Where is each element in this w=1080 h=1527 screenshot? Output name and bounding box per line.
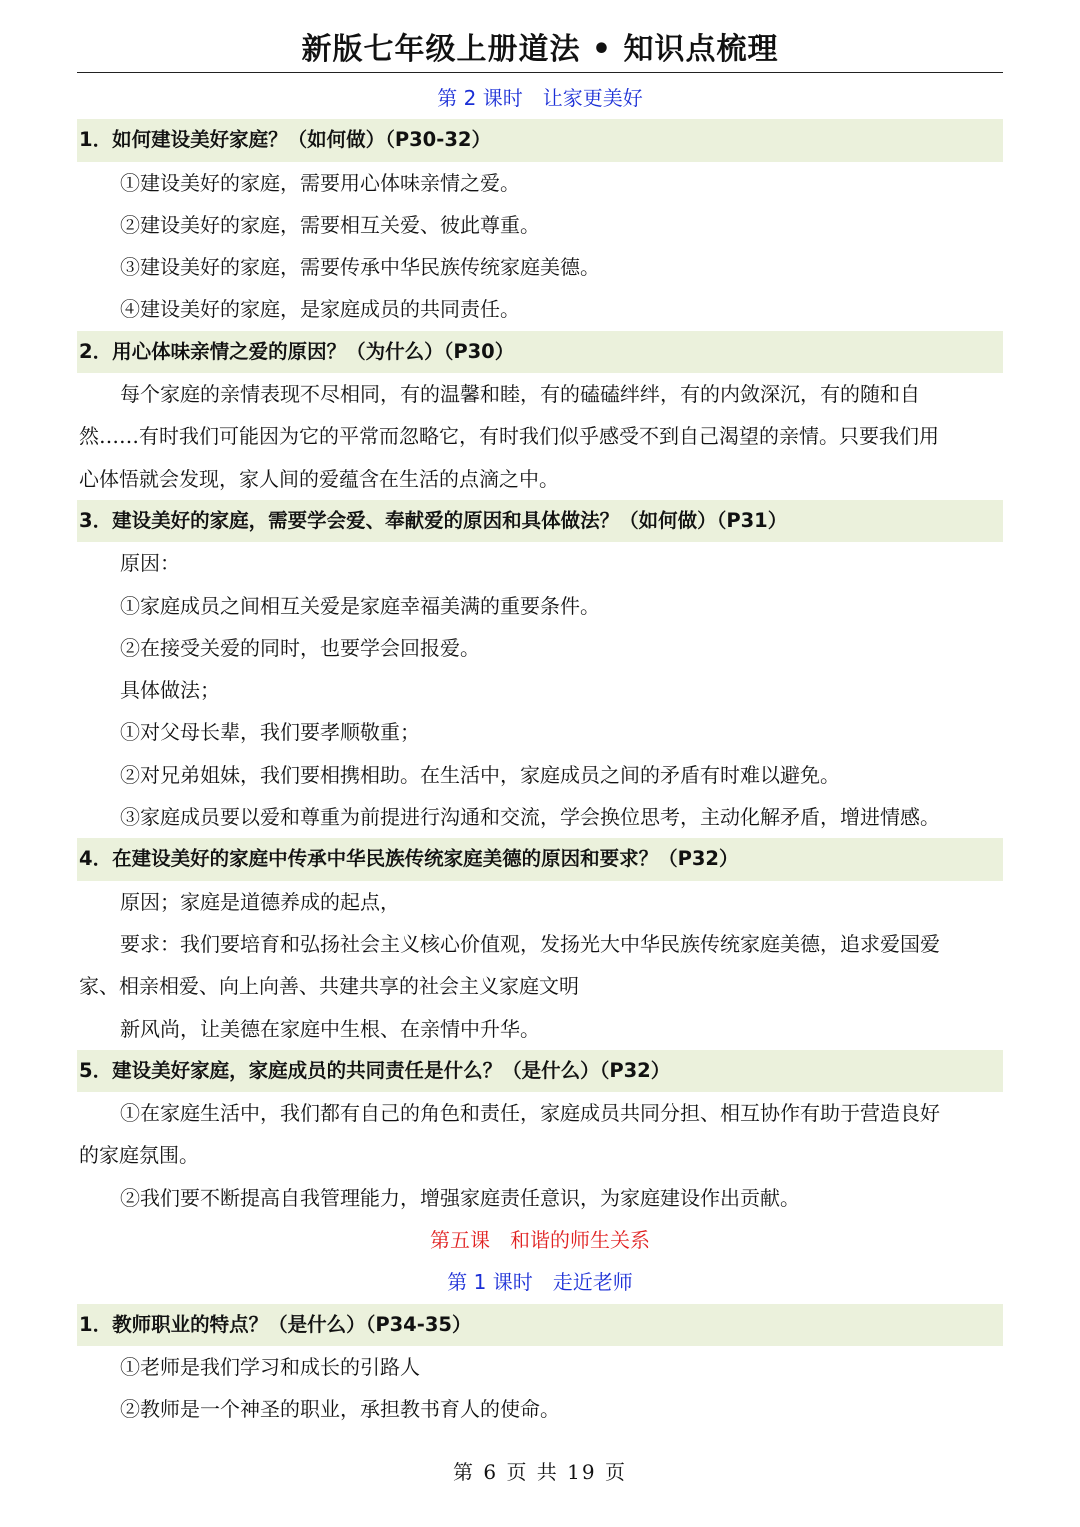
lesson-title: 第五课 和谐的师生关系 xyxy=(430,1228,650,1253)
paragraph-line: 原因；家庭是道德养成的起点， xyxy=(120,889,400,914)
question-heading: 2．用心体味亲情之爱的原因？（为什么）（P30） xyxy=(77,331,1003,373)
paragraph-line: ④建设美好的家庭，是家庭成员的共同责任。 xyxy=(120,297,520,322)
lesson-subtitle: 第 1 课时 走近老师 xyxy=(447,1270,633,1295)
question-heading: 3．建设美好的家庭，需要学会爱、奉献爱的原因和具体做法？（如何做）（P31） xyxy=(77,500,1003,542)
paragraph-line: ①家庭成员之间相互关爱是家庭幸福美满的重要条件。 xyxy=(120,593,600,618)
paragraph-continuation: 家、相亲相爱、向上向善、共建共享的社会主义家庭文明 xyxy=(79,974,579,999)
page-title: 新版七年级上册道法 • 知识点梳理 xyxy=(301,32,779,67)
page-footer: 第 6 页 共 19 页 xyxy=(453,1460,627,1484)
question-heading: 1．教师职业的特点？（是什么）（P34-35） xyxy=(77,1304,1003,1346)
paragraph-line: 新风尚，让美德在家庭中生根、在亲情中升华。 xyxy=(120,1016,540,1041)
title-divider xyxy=(77,72,1003,73)
paragraph-line: ①建设美好的家庭，需要用心体味亲情之爱。 xyxy=(120,170,520,195)
question-heading: 4．在建设美好的家庭中传承中华民族传统家庭美德的原因和要求？（P32） xyxy=(77,838,1003,880)
paragraph-continuation: 然……有时我们可能因为它的平常而忽略它，有时我们似乎感受不到自己渴望的亲情。只要我们用 xyxy=(79,424,939,449)
lesson-subtitle: 第 2 课时 让家更美好 xyxy=(437,86,643,110)
paragraph-continuation: 心体悟就会发现，家人间的爱蕴含在生活的点滴之中。 xyxy=(79,466,559,491)
document-body xyxy=(77,77,1003,1431)
paragraph-line: 要求：我们要培育和弘扬社会主义核心价值观，发扬光大中华民族传统家庭美德，追求爱国爱 xyxy=(120,931,940,956)
paragraph-line: ①老师是我们学习和成长的引路人 xyxy=(120,1354,420,1379)
paragraph-continuation: 的家庭氛围。 xyxy=(79,1143,199,1168)
paragraph-line: ②我们要不断提高自我管理能力，增强家庭责任意识，为家庭建设作出贡献。 xyxy=(120,1185,800,1210)
paragraph-line: 具体做法； xyxy=(120,678,220,703)
paragraph-line: 原因： xyxy=(120,551,180,576)
paragraph-line: ②建设美好的家庭，需要相互关爱、彼此尊重。 xyxy=(120,212,540,237)
paragraph-line: ②对兄弟姐妹，我们要相携相助。在生活中，家庭成员之间的矛盾有时难以避免。 xyxy=(120,762,840,787)
paragraph-line: ②在接受关爱的同时，也要学会回报爱。 xyxy=(120,635,480,660)
paragraph-line: ①对父母长辈，我们要孝顺敬重； xyxy=(120,720,420,745)
paragraph-line: 每个家庭的亲情表现不尽相同，有的温馨和睦，有的磕磕绊绊，有的内敛深沉，有的随和自 xyxy=(120,382,920,407)
paragraph-line: ③家庭成员要以爱和尊重为前提进行沟通和交流，学会换位思考，主动化解矛盾，增进情感。 xyxy=(120,805,940,830)
paragraph-line: ②教师是一个神圣的职业，承担教书育人的使命。 xyxy=(120,1397,560,1422)
paragraph-line: ①在家庭生活中，我们都有自己的角色和责任，家庭成员共同分担、相互协作有助于营造良好 xyxy=(120,1101,940,1126)
question-heading: 1．如何建设美好家庭？（如何做）（P30-32） xyxy=(77,119,1003,161)
question-heading: 5．建设美好家庭，家庭成员的共同责任是什么？（是什么）（P32） xyxy=(77,1050,1003,1092)
paragraph-line: ③建设美好的家庭，需要传承中华民族传统家庭美德。 xyxy=(120,255,600,280)
